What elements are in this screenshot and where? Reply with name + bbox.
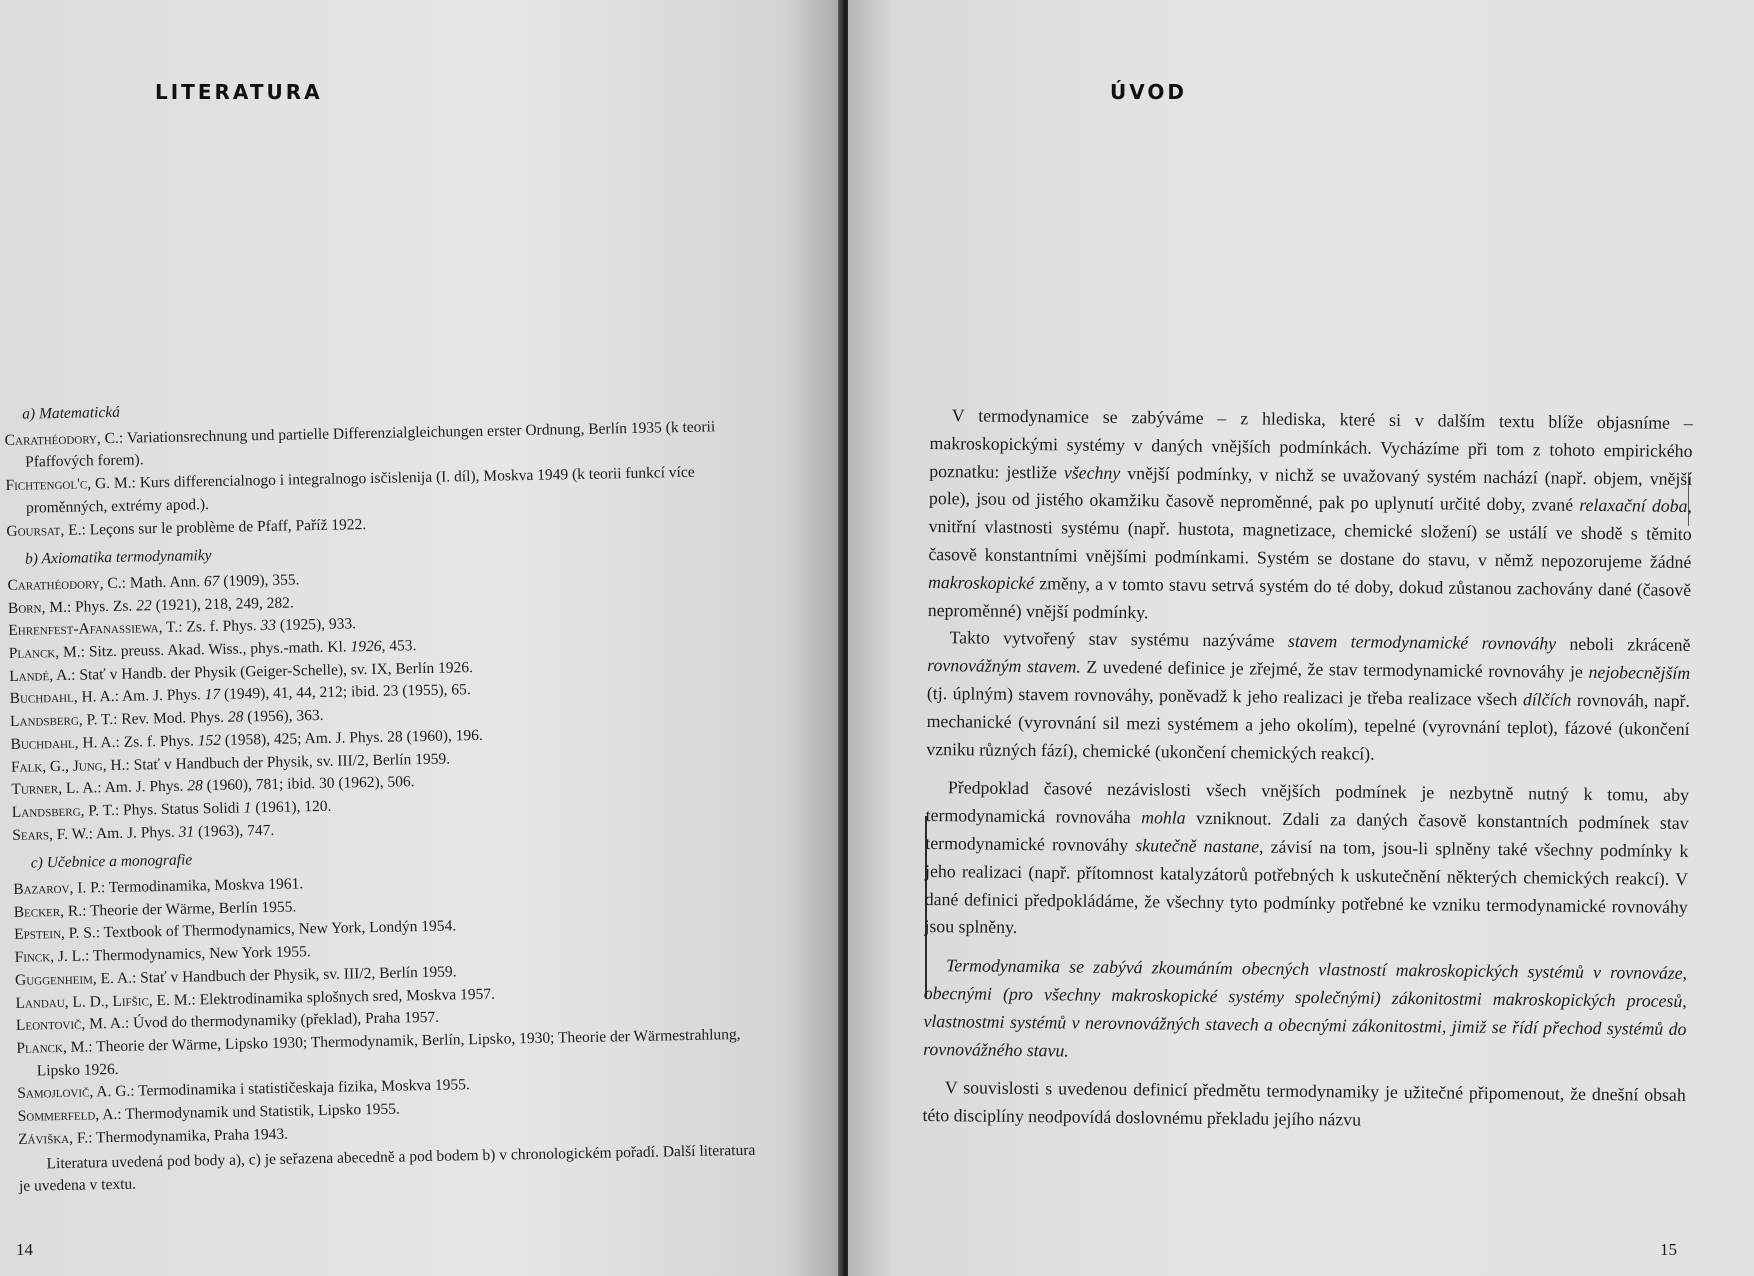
reference-text: : Am. J. Phys. xyxy=(114,686,205,706)
reference-text: : Phys. Status Solidi xyxy=(114,799,244,819)
text-run: rovnováh, např. mechanické (vyrovnání sil mezi systémem a jeho okolím), tepelné (vyrovnání teplot), fázové (ukončení vzniku různých fází), chemické (ukončení chemických reakcí). xyxy=(926,689,1691,764)
reference-text: : Theorie der Wärme, Berlín 1955. xyxy=(81,898,297,920)
left-page xyxy=(0,0,842,1276)
reference-text: : Zs. f. Phys. xyxy=(178,617,261,637)
reference-details: , 453. xyxy=(381,637,417,655)
reference-details: (1963), 747. xyxy=(194,821,275,841)
section-name: Axiomatika termodynamiky xyxy=(41,547,212,568)
text-run: , vnitřní vlastnosti systému (např. hustota, magnetizace, chemické složení) se ustálí ve shodě s těmito časově konstantními vnějšími podmínkami. Systém se dostane do stavu, v němž nepozorujeme žádné xyxy=(928,496,1693,572)
reference-text: : Stať v Handbuch der Physik, sv. III/2, Berlín 1959. xyxy=(125,750,451,774)
reference-author: Epstein, P. S. xyxy=(14,924,96,944)
reference-volume: 152 xyxy=(197,731,222,750)
reference-text: : Zs. f. Phys. xyxy=(115,732,198,751)
reference-text: : Am. J. Phys. xyxy=(97,777,188,797)
reference-volume: 17 xyxy=(204,686,221,704)
reference-details: (1949), 41, 44, 212; ibid. 23 (1955), 65. xyxy=(220,681,471,704)
reference-text: : Termodinamika, Moskva 1961. xyxy=(100,875,304,897)
reference-text: : Textbook of Thermodynamics, New York, Londýn 1954. xyxy=(95,917,457,942)
reference-author: Samojlovič, A. G. xyxy=(17,1083,131,1103)
text-run: Takto vytvořený stav systému nazýváme xyxy=(949,627,1289,652)
reference-details: (1961), 120. xyxy=(251,797,332,817)
reference-author: Buchdahl, H. A. xyxy=(9,688,115,708)
reference-author: Buchdahl, H. A. xyxy=(10,733,116,753)
reference-volume: 22 xyxy=(136,596,152,615)
section-letter: a) xyxy=(22,405,36,423)
reference-text: : Stať v Handbuch der Physik, sv. III/2, Berlín 1959. xyxy=(131,963,457,987)
emphasis: všechny xyxy=(1063,462,1121,483)
reference-text: : Variationsrechnung und partielle Differenzialgleichungen erster Ordnung, Berlín 1935 (k teorii Pfaffových forem). xyxy=(24,418,716,472)
reference-text: : Thermodynamics, New York 1955. xyxy=(84,943,311,965)
reference-volume: 31 xyxy=(178,823,195,841)
reference-text: : Rev. Mod. Phys. xyxy=(112,708,229,729)
reference-author: Ehrenfest-Afanassiewa, T. xyxy=(8,619,179,640)
definition-paragraph: Termodynamika se zabývá zkoumáním obecných vlastností makroskopických systémů v rovnováze, obecnými (pro všechny makroskopické systémy společnými) zákonitostmi makroskopických procesů, vlastnostmi systémů v nerovnovážných stavech a obecnými zákonitostmi, jimiž se řídí přechod systémů do rovnovážného stavu. xyxy=(923,955,1688,1061)
paragraph: V souvislosti s uvedenou definicí předmětu termodynamiky je užitečné připomenout, že dnešní obsah této disciplíny neodpovídá doslovnému překladu jejího názvu xyxy=(922,1077,1686,1130)
reference-text: : Theorie der Wärme, Lipsko 1930; Thermodynamik, Berlín, Lipsko, 1930; Theorie der Wärmestrahlung, Lipsko 1926. xyxy=(36,1025,741,1080)
reference-author: Záviška, F. xyxy=(17,1129,89,1148)
reference-details: (1958), 425; Am. J. Phys. 28 (1960), 196. xyxy=(220,726,483,749)
reference-details: (1956), 363. xyxy=(243,707,324,726)
emphasis: mohla xyxy=(1141,807,1186,828)
reference-details: (1909), 355. xyxy=(219,571,300,590)
reference-volume: 28 xyxy=(187,777,203,795)
reference-text: : Elektrodinamika splošnych sred, Moskva 1957. xyxy=(191,985,496,1009)
section-name: Učebnice a monografie xyxy=(46,851,193,872)
text-run: Z uvedené definice je zřejmé, že stav termodynamické rovnováhy je xyxy=(1080,656,1589,683)
reference-text: : Am. J. Phys. xyxy=(88,823,179,843)
text-run: Předpoklad časové nezávislosti všech vnějších podmínek je nezbytně nutný k tomu, aby termodynamická rovnováha xyxy=(925,777,1690,828)
reference-author: Goursat, E. xyxy=(6,521,82,540)
reference-text: : Phys. Zs. xyxy=(66,597,137,616)
reference-volume: 1926 xyxy=(350,637,382,656)
section-letter: b) xyxy=(24,550,39,568)
body-text xyxy=(922,402,1693,1138)
emphasis: skutečně nastane xyxy=(1135,835,1260,857)
reference-author: Born, M. xyxy=(7,598,68,617)
paragraph xyxy=(928,402,1693,632)
emphasis: dílčích xyxy=(1522,689,1572,710)
page-heading: LITERATURA xyxy=(155,80,323,104)
reference-text: : Úvod do thermodynamiky (překlad), Praha 1957. xyxy=(124,1009,440,1033)
reference-author: Bazarov, I. P. xyxy=(13,879,102,898)
emphasis: rovnovážným stavem. xyxy=(927,655,1081,677)
text-run: změny, a v tomto stavu setrvá systém do té doby, dokud zůstanou zachovány dané (časově neproměnné) vnější podmínky. xyxy=(927,572,1692,622)
reference-author: Carathéodory, C. xyxy=(7,574,122,594)
reference-author: Landsberg, P. T. xyxy=(11,801,116,821)
reference-details: (1925), 933. xyxy=(275,615,357,635)
reference-author: Planck, M. xyxy=(8,643,81,662)
reference-details: (1960), 781; ibid. 30 (1962), 506. xyxy=(202,773,415,795)
text-run: , závisí na tom, jsou-li splněny také všechny podmínky k jeho realizaci (např. přítomnost katalyzátorů potřebných k uskutečnění některých chemických reakcí). V dané definici předpokládáme, že všechny tyto podmínky potřebné ke vzniku termodynamické rovnováhy jsou splněny. xyxy=(924,836,1689,938)
reference-text: : Thermodynamik und Statistik, Lipsko 1955. xyxy=(117,1100,401,1124)
emphasis: nejobecnějším xyxy=(1588,662,1691,684)
reference-volume: 1 xyxy=(243,799,252,817)
paragraph xyxy=(924,774,1689,949)
emphasis: makroskopické xyxy=(928,571,1035,593)
emphasis: relaxační doba xyxy=(1579,495,1688,517)
reference-text: : Termodinamika i statističeskaja fizika, Moskva 1955. xyxy=(130,1076,470,1101)
reference-author: Planck, M. xyxy=(16,1038,89,1057)
reference-author: Finck, J. L. xyxy=(14,947,86,967)
text-run: (tj. úplným) stavem rovnováhy, poněvadž k jeho realizaci je třeba realizace všech xyxy=(926,682,1523,710)
reference-text: : Sitz. preuss. Akad. Wiss., phys.-math. Kl. xyxy=(80,638,351,661)
reference-author: Leontovič, M. A. xyxy=(15,1015,126,1035)
section-name: Matematická xyxy=(38,403,121,423)
reference-author: Guggenheim, E. A. xyxy=(14,969,133,989)
text-run: vzniknout. Zdali za daných časově konstantních podmínek stav termodynamické rovnováhy xyxy=(925,807,1689,856)
reference-author: Sommerfeld, A. xyxy=(17,1106,118,1125)
reference-author: Turner, L. A. xyxy=(11,779,98,799)
text-run: V termodynamice se zabýváme – z hlediska, které si v dalším textu blíže objasníme – makroskopickými systémy v daných vnějších podmínkách. Vycházíme při tom z tohoto empirického poznatku: jestliže xyxy=(929,405,1693,482)
reference-author: Falk, G., Jung, H. xyxy=(10,756,126,776)
reference-text: : Leçons sur le problème de Pfaff, Paříž 1922. xyxy=(81,515,367,539)
page-number: 14 xyxy=(16,1240,33,1259)
reference-volume: 28 xyxy=(227,708,244,726)
reference-volume: 33 xyxy=(260,617,277,635)
page-heading: ÚVOD xyxy=(1110,80,1187,104)
text-run: vnější podmínky, v nichž se uvažovaný systém nachází (např. objem, vnější pole), jsou od jistého okamžiku časově neproměnné, pak po uplynutí určité doby, zvané xyxy=(928,462,1693,516)
bibliography-note: Literatura uvedená pod body a), c) je seřazena abecedně a pod bodem b) v chronologickém pořadí. Další literatura je uvedena v textu. xyxy=(18,1141,756,1196)
reference-author: Carathéodory, C. xyxy=(4,429,120,449)
reference-details: (1921), 218, 249, 282. xyxy=(151,594,294,614)
reference-author: Fichtengol'c, G. M. xyxy=(5,474,132,495)
reference-author: Becker, R. xyxy=(13,902,83,921)
reference-text: : Kurs differencialnogo i integralnogo isčislenija (I. díl), Moskva 1949 (k teorii funkcí více proměnných, extrémy apod.). xyxy=(25,463,695,517)
reference-text: : Stať v Handb. der Physik (Geiger-Schelle), sv. IX, Berlín 1926. xyxy=(71,658,474,684)
reference-text: : Thermodynamika, Praha 1943. xyxy=(87,1125,289,1147)
reference-text: : Math. Ann. xyxy=(121,573,205,592)
bibliography xyxy=(4,390,769,1199)
page-number: 15 xyxy=(1660,1240,1677,1259)
text-run: neboli zkráceně xyxy=(1555,633,1691,656)
reference-volume: 67 xyxy=(203,572,220,591)
reference-author: Landé, A. xyxy=(9,666,72,685)
paragraph xyxy=(926,624,1690,771)
emphasis: stavem termodynamické rovnováhy xyxy=(1287,631,1557,654)
section-letter: c) xyxy=(30,854,44,872)
reference-author: Landau, L. D., Lifšic, E. M. xyxy=(15,991,192,1012)
reference-author: Landsberg, P. T. xyxy=(9,711,114,731)
reference-author: Sears, F. W. xyxy=(12,825,89,844)
